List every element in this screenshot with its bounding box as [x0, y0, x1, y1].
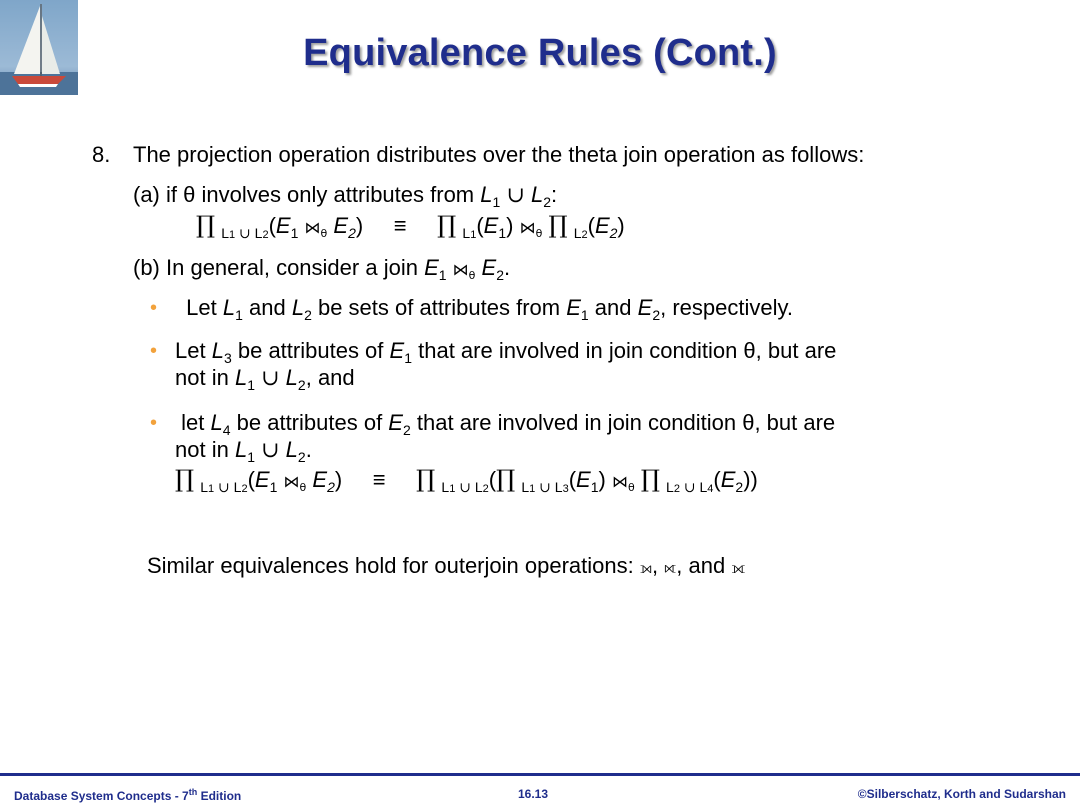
- formula-b: ∏ $_{L1 \cup L2}(E_1$ $⋈_\theta$ $E_2$) ≡ ∏ $_{L1 \cup L2}$(∏ $_{L1 \cup L3}(E_1)$ $⋈_\theta$ ∏ $_{L2 \cup L4}(E_2)$): [175, 465, 758, 496]
- part-a-label: (a) if θ involves only attributes from: [133, 182, 475, 207]
- slide-title: Equivalence Rules (Cont.): [303, 32, 777, 74]
- bullet-marker: •: [150, 297, 158, 319]
- item-text: The projection operation distributes over the theta join operation as follows:: [133, 142, 865, 167]
- bullet-marker: •: [150, 412, 158, 434]
- bullet-1: Let $L_1$ and $L_2$ be sets of attributes from $E_1$ and $E_2$, respectively.: [186, 295, 793, 323]
- footer-left: Database System Concepts - 7th Edition: [14, 787, 242, 803]
- bullet-3: let $L_4$ be attributes of $E_2$ that are involved in join condition θ, but are: [181, 410, 836, 438]
- part-b-label: (b) In general, consider a join: [133, 255, 418, 280]
- part-a-text: (a) if θ involves only attributes from $L_1$ ∪ $L_2$:: [133, 182, 558, 210]
- part-b-text: (b) In general, consider a join $E_1$ $⋈_\theta$ $E_2$.: [133, 255, 511, 283]
- slide-footer: [0, 773, 1080, 810]
- similar-text: Similar equivalences hold for outerjoin operations: ⟕, ⟖, and ⟗: [147, 553, 746, 578]
- bullet-2: Let $L_3$ be attributes of $E_1$ that are involved in join condition θ, but are: [175, 338, 837, 366]
- footer-page-number: 16.13: [518, 787, 549, 801]
- bullet-marker: •: [150, 340, 158, 362]
- bullet-3-cont: not in $L_1$ ∪ $L_2$.: [175, 437, 312, 465]
- item-number: 8.: [92, 142, 111, 167]
- formula-a: ∏ $_{L1 \cup L2}(E_1$ $⋈_\theta$ $E_2$) ≡ ∏ $_{L1}(E_1)$ $⋈_\theta$ ∏ $_{L2}(E_2)$: [196, 211, 625, 242]
- bullet-2-cont: not in $L_1$ ∪ $L_2$, and: [175, 365, 355, 393]
- footer-copyright: ©Silberschatz, Korth and Sudarshan: [857, 787, 1066, 801]
